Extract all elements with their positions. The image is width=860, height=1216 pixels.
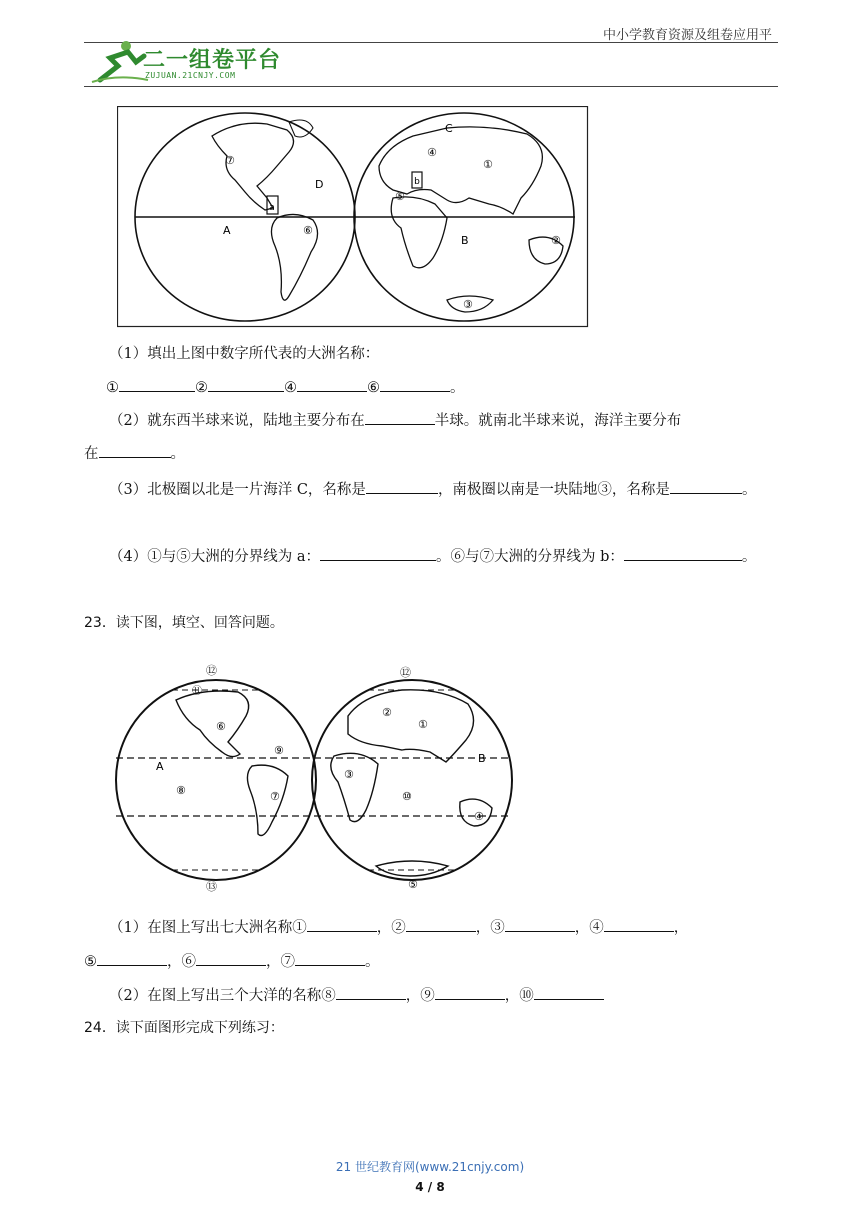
map1-label-c: C <box>445 122 453 135</box>
answer-blank[interactable] <box>295 951 365 966</box>
world-map-figure-1 <box>117 106 589 328</box>
map2-label-12-right: ⑫ <box>400 666 411 679</box>
map1-label-5: ⑤ <box>395 190 405 203</box>
page-number: 4 / 8 <box>415 1180 445 1194</box>
answer-blank[interactable] <box>505 917 575 932</box>
answer-blank[interactable] <box>99 443 171 458</box>
map1-label-b: b <box>414 177 420 187</box>
answer-blank[interactable] <box>297 377 367 392</box>
q22-part1-blanks: ① ② ④ ⑥ 。 <box>106 377 465 398</box>
answer-blank[interactable] <box>320 546 436 561</box>
map1-label-a-ocean: A <box>223 224 231 237</box>
answer-blank[interactable] <box>435 985 505 1000</box>
map2-label-10: ⑩ <box>402 790 412 803</box>
map2-label-4: ④ <box>474 810 484 823</box>
q22-part2: （2）就东西半球来说，陆地主要分布在 半球。就南北半球来说，海洋主要分布 <box>109 410 681 431</box>
map1-label-7: ⑦ <box>225 154 235 167</box>
answer-blank[interactable] <box>196 951 266 966</box>
answer-blank[interactable] <box>119 377 195 392</box>
map2-label-6: ⑥ <box>216 720 226 733</box>
map1-label-b-ocean: B <box>461 234 469 247</box>
answer-blank[interactable] <box>604 917 674 932</box>
map1-label-2: ② <box>551 234 561 247</box>
map2-label-3: ③ <box>344 768 354 781</box>
map1-label-3: ③ <box>463 298 473 311</box>
platform-name: 中小学教育资源及组卷应用平 <box>602 28 772 43</box>
map1-label-6: ⑥ <box>303 224 313 237</box>
answer-blank[interactable] <box>366 479 438 494</box>
map2-label-11: ⑪ <box>192 686 202 697</box>
q23-part1-cont: ⑤ ，⑥ ，⑦ 。 <box>84 951 380 972</box>
answer-blank[interactable] <box>380 377 450 392</box>
answer-blank[interactable] <box>670 479 742 494</box>
world-map-figure-2 <box>112 664 522 892</box>
answer-blank[interactable] <box>534 985 604 1000</box>
map2-label-2: ② <box>382 706 392 719</box>
q23-heading: 23．读下图，填空、回答问题。 <box>84 615 284 631</box>
q23-part2: （2）在图上写出三个大洋的名称⑧ ，⑨ ，⑩ <box>109 985 604 1006</box>
q23-part1: （1）在图上写出七大洲名称① ，② ，③ ，④ ， <box>109 917 688 938</box>
answer-blank[interactable] <box>624 546 742 561</box>
logo-title: 二一组卷平台 <box>143 48 282 73</box>
q22-part2-cont: 在 。 <box>84 443 185 464</box>
map2-label-12-left: ⑫ <box>206 664 217 677</box>
footer-site[interactable]: 21 世纪教育网(www.21cnjy.com) <box>335 1160 525 1174</box>
answer-blank[interactable] <box>97 951 167 966</box>
map1-label-4: ④ <box>427 146 437 159</box>
map1-label-a: a <box>269 203 275 213</box>
q24-heading: 24．读下面图形完成下列练习： <box>84 1020 284 1036</box>
header-divider-lower <box>84 86 778 87</box>
map2-label-5: ⑤ <box>408 878 418 891</box>
map2-label-13: ⑬ <box>206 880 217 892</box>
logo-subtitle: ZUJUAN.21CNJY.COM <box>145 71 236 80</box>
answer-blank[interactable] <box>336 985 406 1000</box>
map2-label-1: ① <box>418 718 428 731</box>
q22-part1: （1）填出上图中数字所代表的大洲名称： <box>109 346 380 362</box>
map2-label-b: B <box>478 752 486 765</box>
map2-label-a: A <box>156 760 164 773</box>
answer-blank[interactable] <box>307 917 377 932</box>
map2-label-8: ⑧ <box>176 784 186 797</box>
map2-label-7: ⑦ <box>270 790 280 803</box>
map2-label-9: ⑨ <box>274 744 284 757</box>
answer-blank[interactable] <box>208 377 284 392</box>
q22-part4: （4）①与⑤大洲的分界线为 a： 。⑥与⑦大洲的分界线为 b： 。 <box>109 546 756 567</box>
answer-blank[interactable] <box>365 410 435 425</box>
map1-label-d: D <box>315 178 324 191</box>
answer-blank[interactable] <box>406 917 476 932</box>
q22-part3: （3）北极圈以北是一片海洋 C，名称是 ，南极圈以南是一块陆地③，名称是 。 <box>109 479 756 500</box>
map1-label-1: ① <box>483 158 493 171</box>
